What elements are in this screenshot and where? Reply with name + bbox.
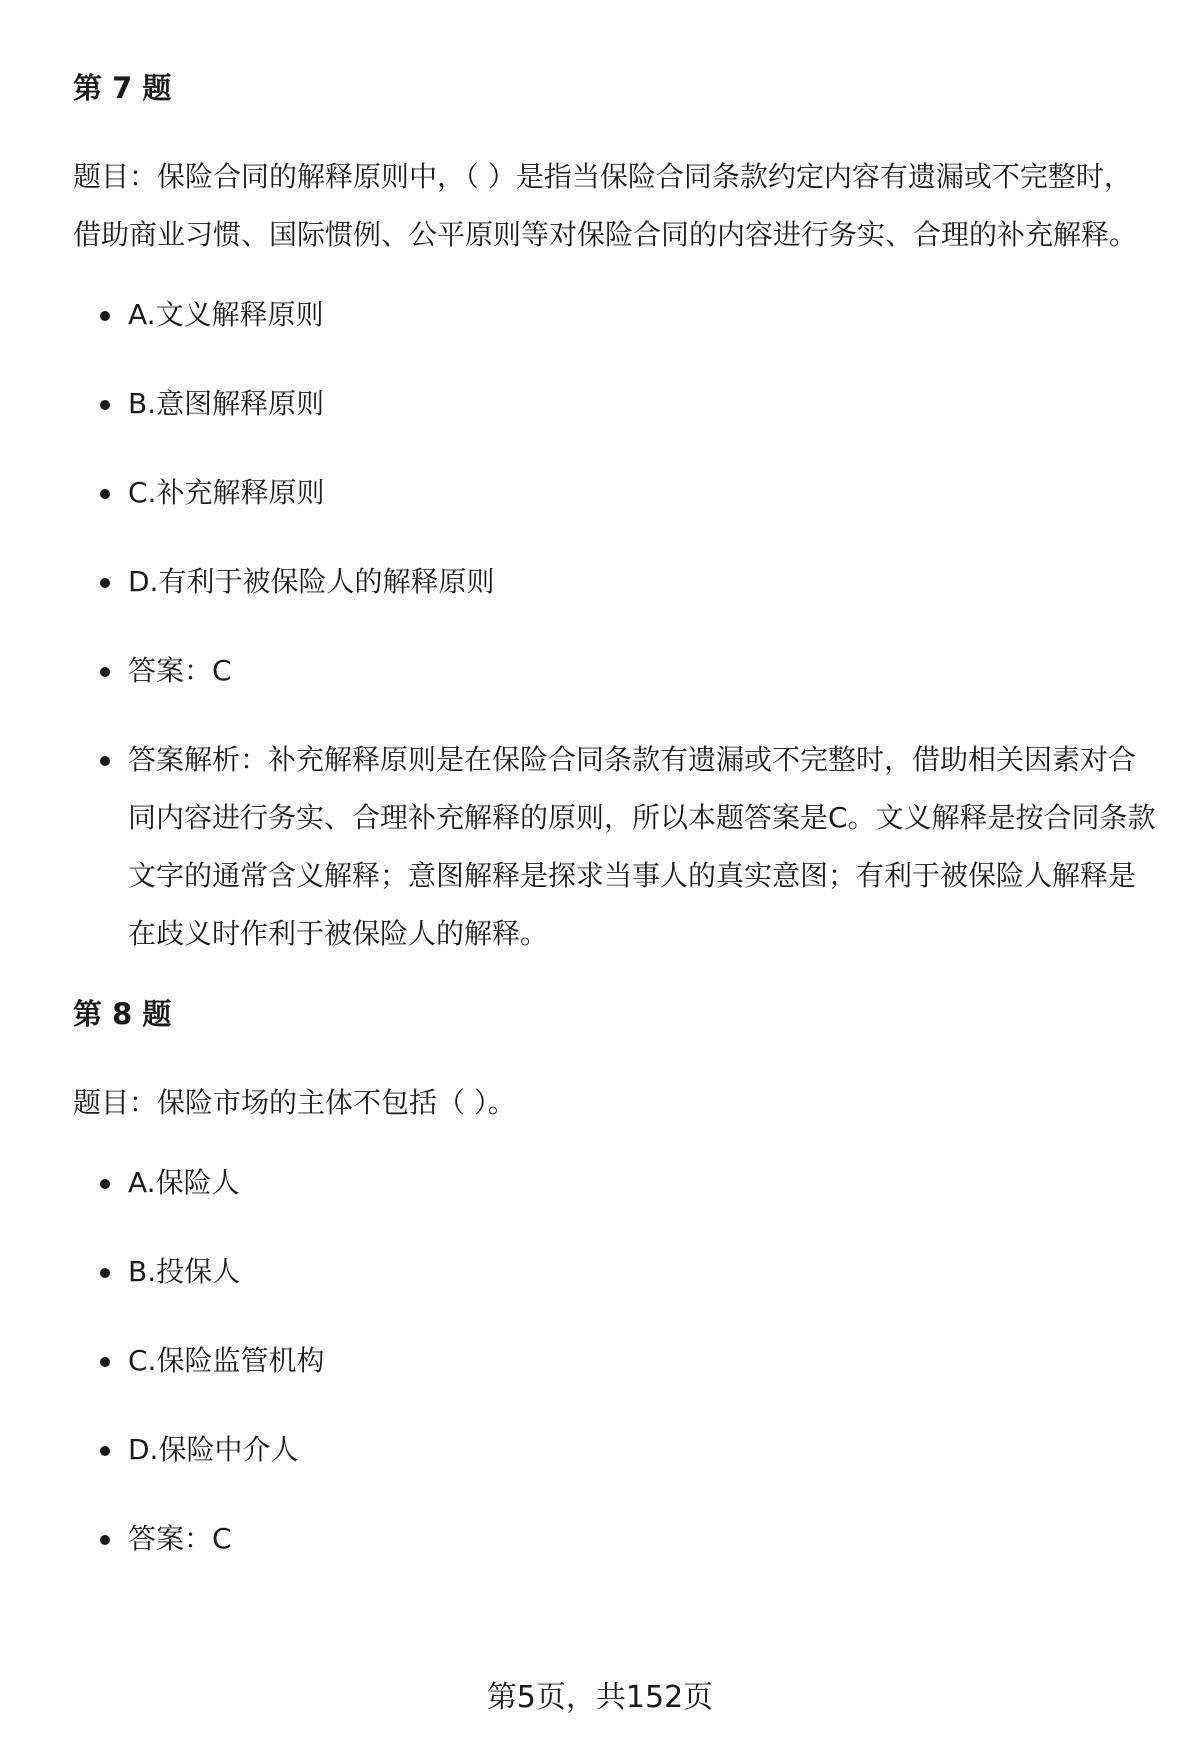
page-footer: 第5页，共152页 xyxy=(486,1680,714,1715)
answer-analysis: 答案解析：补充解释原则是在保险合同条款有遗漏或不完整时，借助相关因素对合同内容进行务实、合理补充解释的原则，所以本题答案是C。文义解释是按合同条款文字的通常含义解释；意图解释是探求当事人的真实意图；有利于被保险人解释是在歧义时作利于被保险人的解释。 xyxy=(73,731,1158,963)
answer: 答案：C xyxy=(73,642,1158,700)
question-heading: 第 8 题 xyxy=(73,997,172,1031)
question-8 xyxy=(73,994,1158,1568)
option-c: C.补充解释原则 xyxy=(73,464,1158,522)
option-list xyxy=(73,286,1158,963)
option-c: C.保险监管机构 xyxy=(73,1332,1158,1390)
document-page xyxy=(73,68,1158,1599)
answer: 答案：C xyxy=(73,1510,1158,1568)
option-b: B.投保人 xyxy=(73,1243,1158,1301)
option-d: D.有利于被保险人的解释原则 xyxy=(73,553,1158,611)
question-stem: 题目：保险合同的解释原则中，（ ）是指当保险合同条款约定内容有遗漏或不完整时，借助商业习惯、国际惯例、公平原则等对保险合同的内容进行务实、合理的补充解释。 xyxy=(73,160,1138,251)
option-d: D.保险中介人 xyxy=(73,1421,1158,1479)
option-a: A.文义解释原则 xyxy=(73,286,1158,344)
option-a: A.保险人 xyxy=(73,1154,1158,1212)
question-stem: 题目：保险市场的主体不包括（ ）。 xyxy=(73,1086,516,1119)
question-7 xyxy=(73,68,1158,963)
question-heading: 第 7 题 xyxy=(73,71,172,105)
option-list xyxy=(73,1154,1158,1568)
option-b: B.意图解释原则 xyxy=(73,375,1158,433)
